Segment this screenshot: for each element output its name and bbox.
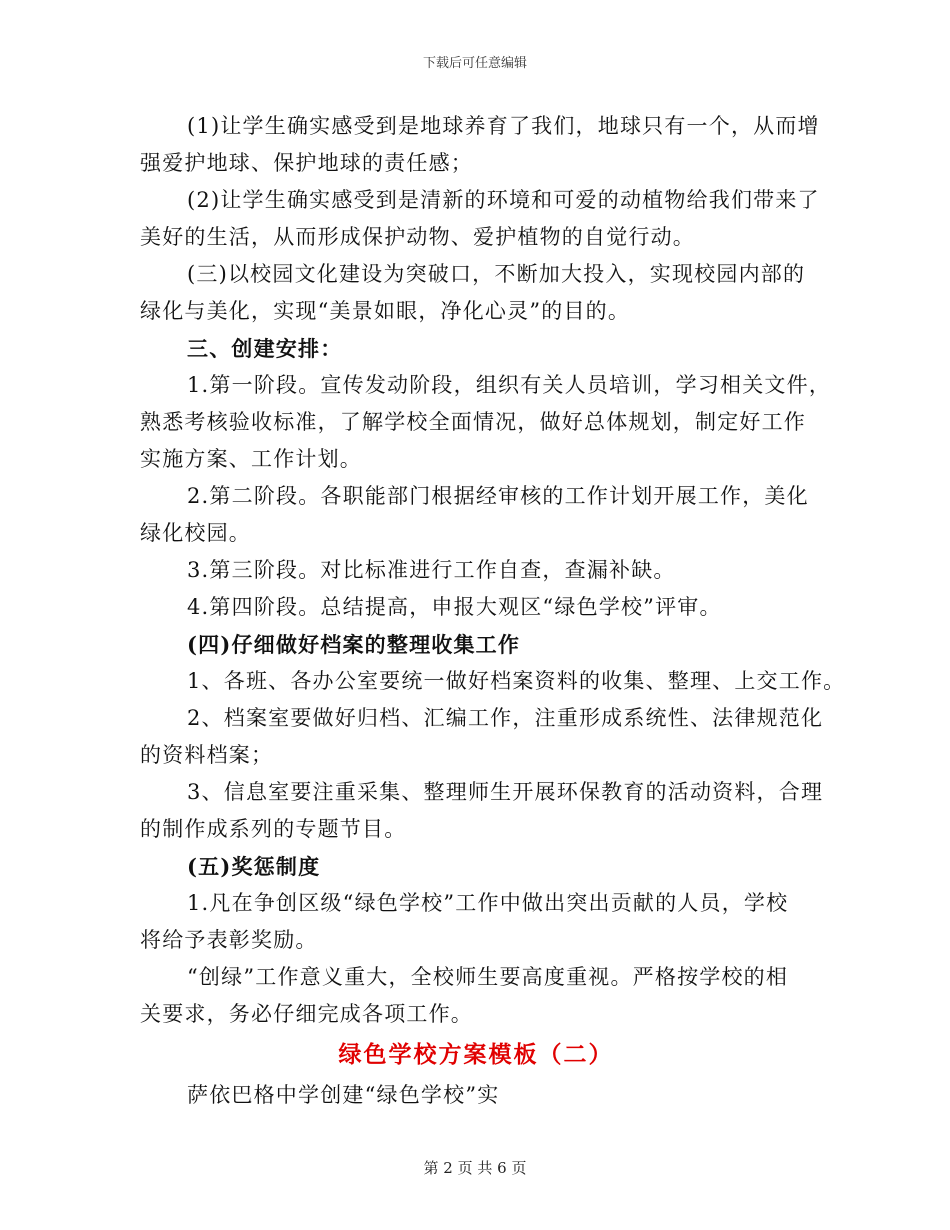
section-heading: (四)仔细做好档案的整理收集工作 — [187, 632, 521, 657]
section-heading: (五)奖惩制度 — [187, 854, 321, 879]
paragraph-line: 将给予表彰奖励。 — [140, 928, 318, 952]
paragraph-line: 2.第二阶段。各职能部门根据经审核的工作计划开展工作，美化 — [187, 484, 809, 508]
paragraph-line: “创绿”工作意义重大，全校师生要高度重视。严格按学校的相 — [187, 965, 789, 989]
paragraph-line: 实施方案、工作计划。 — [140, 447, 362, 471]
paragraph-line: (三)以校园文化建设为突破口，不断加大投入，实现校园内部的 — [187, 262, 806, 286]
paragraph-line: 强爱护地球、保护地球的责任感； — [140, 151, 473, 175]
page-footer: 第 2 页 共 6 页 — [423, 1159, 527, 1177]
paragraph-line: 2、档案室要做好归档、汇编工作，注重形成系统性、法律规范化 — [187, 706, 824, 730]
paragraph-line: (1)让学生确实感受到是地球养育了我们，地球只有一个，从而增 — [187, 114, 820, 138]
paragraph-line: 绿化校园。 — [140, 521, 251, 545]
paragraph-line: 熟悉考核验收标准，了解学校全面情况，做好总体规划，制定好工作 — [140, 410, 806, 434]
paragraph-line: 萨依巴格中学创建“绿色学校”实 — [187, 1083, 500, 1107]
paragraph-line: (2)让学生确实感受到是清新的环境和可爱的动植物给我们带来了 — [187, 188, 820, 212]
paragraph-line: 的资料档案； — [140, 743, 274, 767]
paragraph-line: 的制作成系列的专题节目。 — [140, 817, 407, 841]
paragraph-line: 1.凡在争创区级“绿色学校”工作中做出突出贡献的人员，学校 — [187, 891, 789, 915]
paragraph-line: 1.第一阶段。宣传发动阶段，组织有关人员培训，学习相关文件， — [187, 373, 832, 397]
paragraph-line: 关要求，务必仔细完成各项工作。 — [140, 1002, 473, 1026]
section-heading: 三、创建安排： — [187, 336, 343, 361]
paragraph-line: 4.第四阶段。总结提高，申报大观区“绿色学校”评审。 — [187, 595, 722, 619]
paragraph-line: 3.第三阶段。对比标准进行工作自查，查漏补缺。 — [187, 558, 676, 582]
paragraph-line: 美好的生活，从而形成保护动物、爱护植物的自觉行动。 — [140, 225, 695, 249]
document-body — [140, 108, 846, 1114]
page-header: 下载后可任意编辑 — [422, 56, 527, 71]
paragraph-line: 3、信息室要注重采集、整理师生开展环保教育的活动资料，合理 — [187, 780, 824, 804]
section-title: 绿色学校方案模板（二） — [338, 1041, 614, 1068]
paragraph-line: 1、各班、各办公室要统一做好档案资料的收集、整理、上交工作。 — [187, 669, 846, 693]
paragraph-line: 绿化与美化，实现“美景如眼，净化心灵”的目的。 — [140, 299, 631, 323]
